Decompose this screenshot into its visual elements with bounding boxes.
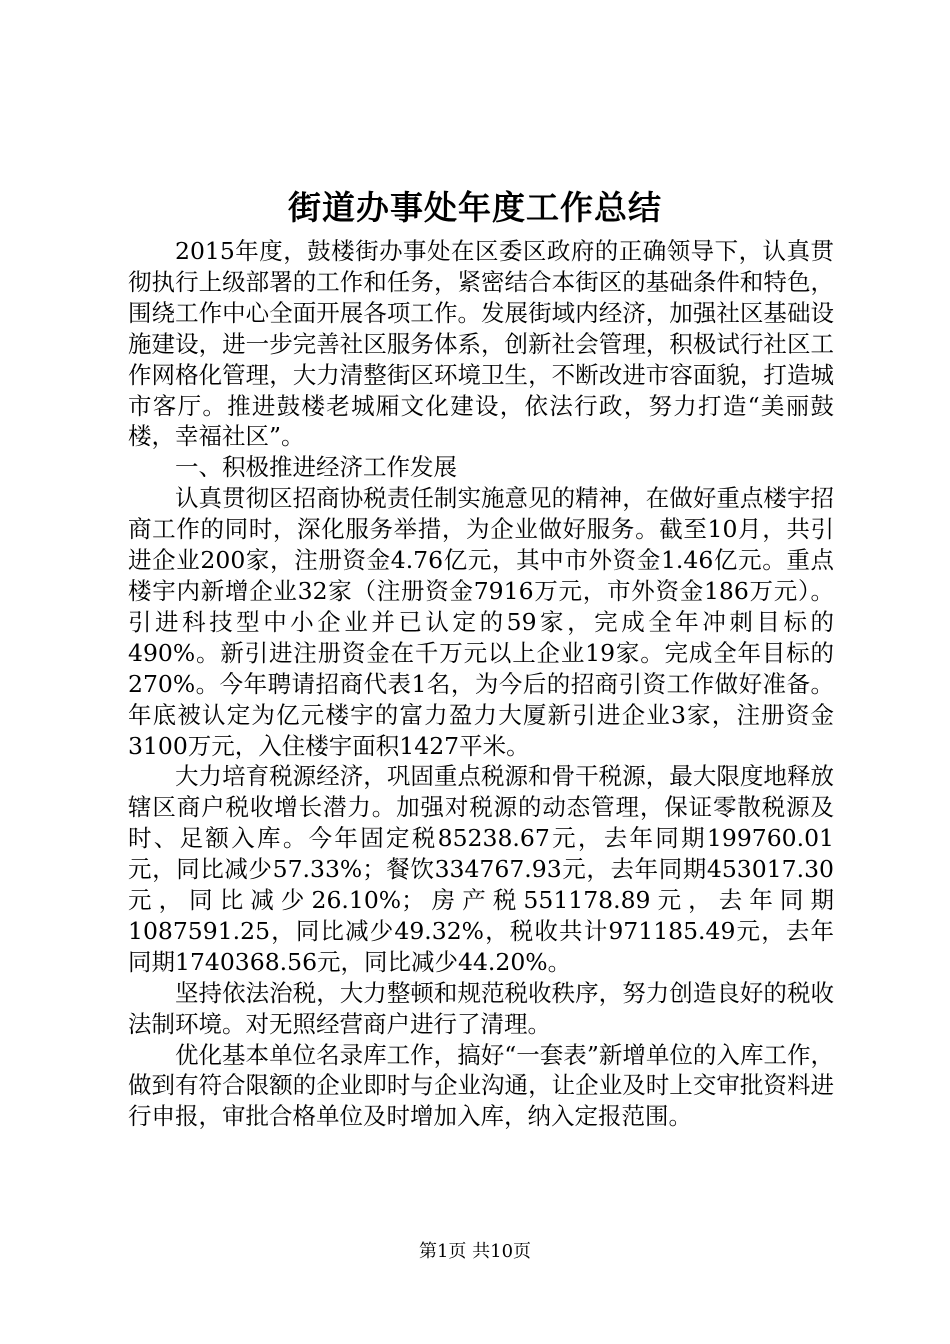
paragraph-tax-source: 大力培育税源经济，巩固重点税源和骨干税源，最大限度地释放辖区商户税收增长潜力。加强对税源的动态管理，保证零散税源及时、足额入库。今年固定税85238.67元，去年同期199760.01元，同比减少57.33%；餐饮334767.93元，去年同期453017.30元，同比减少26.10%；房产税551178.89元，去年同期1087591.25，同比减少49.32%，税收共计971185.49元，去年同期1740368.56元，同比减少44.20%。 [128,762,834,976]
page-number-footer: 第1页 共10页 [418,1241,532,1262]
paragraph-intro: 2015年度，鼓楼街办事处在区委区政府的正确领导下，认真贯彻执行上级部署的工作和任务，紧密结合本街区的基础条件和特色，围绕工作中心全面开展各项工作。发展街域内经济，加强社区基础设施建设，进一步完善社区服务体系，创新社会管理，积极试行社区工作网格化管理，大力清整街区环境卫生，不断改进市容面貌，打造城市客厅。推进鼓楼老城厢文化建设，依法行政，努力打造“美丽鼓楼，幸福社区”。 [128,237,834,451]
paragraph-tax-law: 坚持依法治税，大力整顿和规范税收秩序，努力创造良好的税收法制环境。对无照经营商户进行了清理。 [128,978,834,1038]
document-title: 街道办事处年度工作总结 [288,188,662,227]
document-body [128,236,834,1132]
section-heading-economy: 一、积极推进经济工作发展 [175,453,457,482]
paragraph-unit-registry: 优化基本单位名录库工作，搞好“一套表”新增单位的入库工作，做到有符合限额的企业即时与企业沟通，让企业及时上交审批资料进行申报，审批合格单位及时增加入库，纳入定报范围。 [128,1040,834,1131]
paragraph-investment: 认真贯彻区招商协税责任制实施意见的精神，在做好重点楼宇招商工作的同时，深化服务举措，为企业做好服务。截至10月，共引进企业200家，注册资金4.76亿元，其中市外资金1.46亿元。重点楼宇内新增企业32家（注册资金7916万元，市外资金186万元）。引进科技型中小企业并已认定的59家，完成全年冲刺目标的490%。新引进注册资金在千万元以上企业19家。完成全年目标的270%。今年聘请招商代表1名，为今后的招商引资工作做好准备。年底被认定为亿元楼宇的富力盈力大厦新引进企业3家，注册资金3100万元，入住楼宇面积1427平米。 [128,484,834,760]
